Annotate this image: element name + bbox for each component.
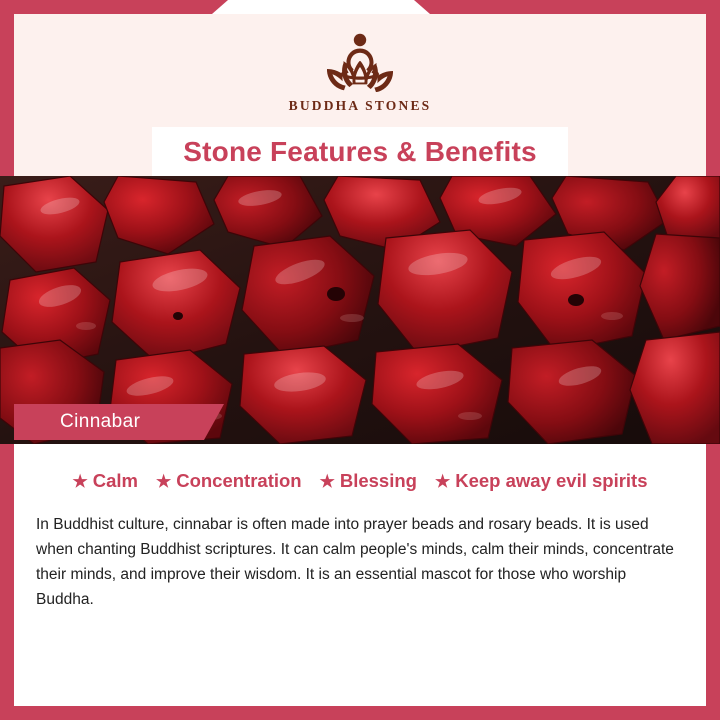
star-icon: ★ xyxy=(155,471,172,491)
benefit-label: Concentration xyxy=(176,470,302,491)
benefit-item xyxy=(435,470,648,492)
benefit-label: Blessing xyxy=(339,470,417,491)
benefit-label: Calm xyxy=(92,470,138,491)
page-title: Stone Features & Benefits xyxy=(183,136,537,167)
brand-name: BUDDHA STONES xyxy=(288,98,432,113)
frame-bottom xyxy=(0,706,720,720)
frame-top-left xyxy=(0,0,212,14)
section-title-bar xyxy=(152,127,568,177)
frame-notch-left xyxy=(212,0,228,14)
stone-description: In Buddhist culture, cinnabar is often made into prayer beads and rosary beads. It is used when chanting Buddhist scriptures. It can calm people's minds, calm their minds, concentrate their minds, and improve their wisdom. It is an essential mascot for those who worship Buddha. xyxy=(36,516,674,609)
benefits-list xyxy=(32,470,688,492)
content-panel xyxy=(14,444,706,706)
benefit-item xyxy=(156,470,302,492)
star-icon: ★ xyxy=(319,471,335,491)
brand-logo xyxy=(285,30,435,114)
star-icon: ★ xyxy=(434,471,451,491)
frame-notch-right xyxy=(414,0,430,14)
stone-name: Cinnabar xyxy=(60,411,141,432)
stone-name-tag xyxy=(14,404,204,440)
lotus-meditation-icon xyxy=(285,30,435,92)
star-icon: ★ xyxy=(72,471,88,491)
benefit-item xyxy=(72,470,138,492)
benefit-label: Keep away evil spirits xyxy=(455,470,648,491)
benefit-item xyxy=(320,470,417,492)
stone-name-tag-slant xyxy=(204,404,224,440)
frame-top-right xyxy=(430,0,720,14)
